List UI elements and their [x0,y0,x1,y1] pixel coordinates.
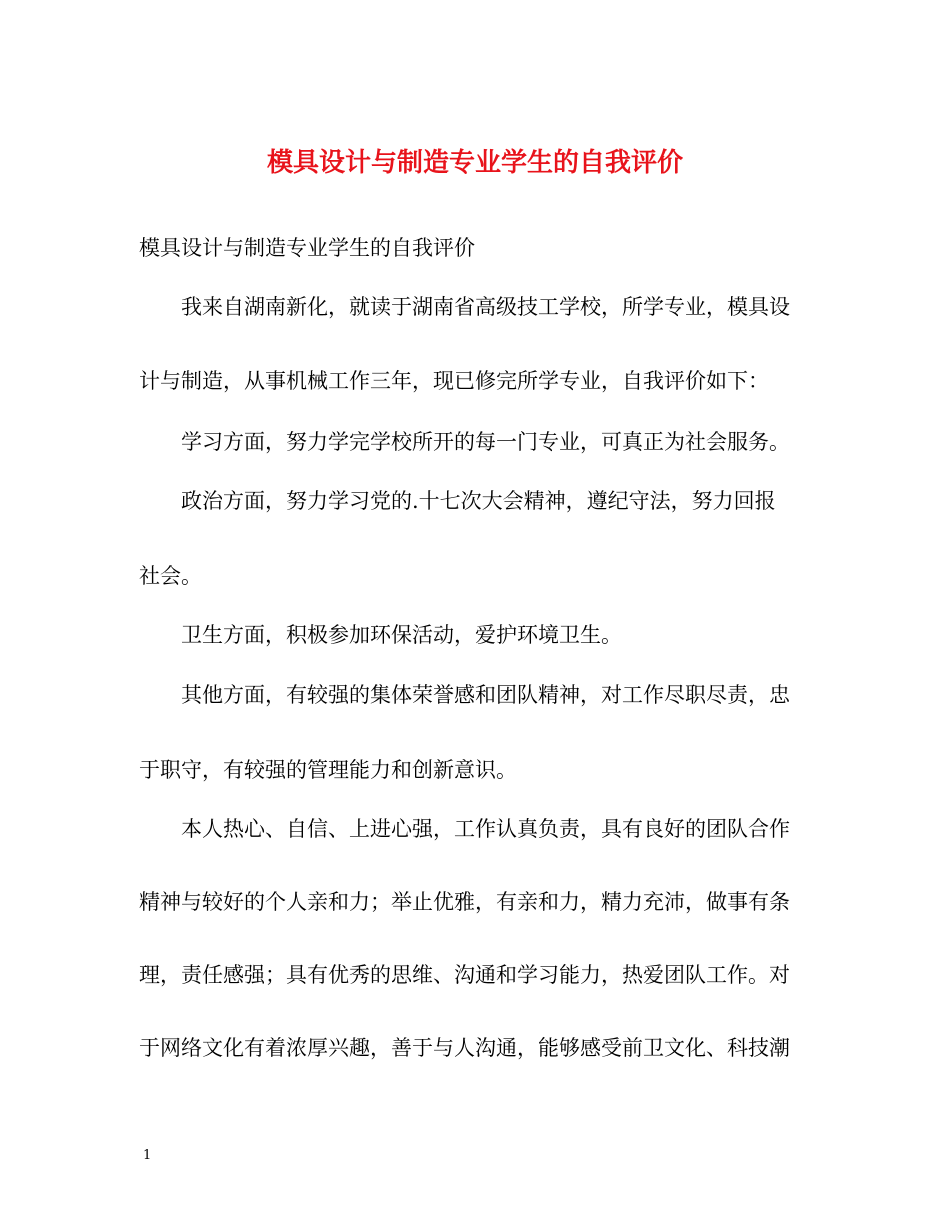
text-line: 社会。 [139,564,202,588]
text-line: 计与制造，从事机械工作三年，现已修完所学专业，自我评价如下： [139,369,769,393]
text-line: 其他方面，有较强的集体荣誉感和团队精神，对工作尽职尽责，忠 [181,683,790,707]
text-line: 理，责任感强；具有优秀的思维、沟通和学习能力，热爱团队工作。对 [139,963,790,987]
text-line: 于网络文化有着浓厚兴趣，善于与人沟通，能够感受前卫文化、科技潮 [139,1036,790,1060]
text-line: 精神与较好的个人亲和力；举止优雅，有亲和力，精力充沛，做事有条 [139,890,790,914]
text-line: 卫生方面，积极参加环保活动，爱护环境卫生。 [181,623,622,647]
page-number: 1 [143,1148,152,1163]
text-line: 于职守，有较强的管理能力和创新意识。 [139,758,517,782]
text-line: 政治方面，努力学习党的.十七次大会精神，遵纪守法，努力回报 [181,489,776,513]
text-line: 学习方面，努力学完学校所开的每一门专业，可真正为社会服务。 [181,430,790,454]
text-line: 模具设计与制造专业学生的自我评价 [139,236,475,260]
text-line: 我来自湖南新化，就读于湖南省高级技工学校，所学专业，模具设 [181,295,790,319]
document-title: 模具设计与制造专业学生的自我评价 [266,148,683,178]
text-line: 本人热心、自信、上进心强，工作认真负责，具有良好的团队合作 [181,817,790,841]
